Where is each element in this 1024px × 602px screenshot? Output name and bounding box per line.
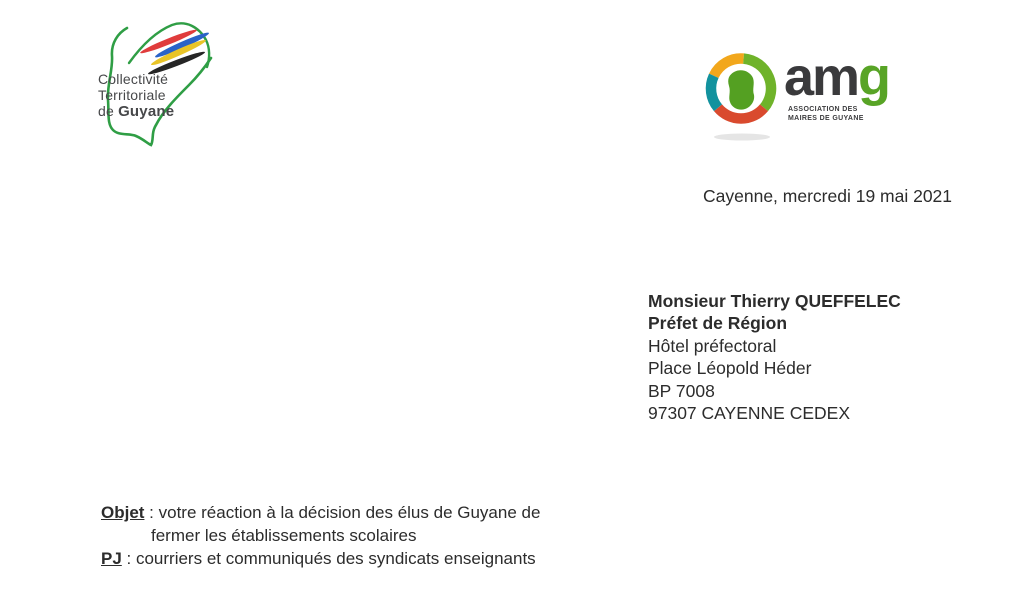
dateline: Cayenne, mercredi 19 mai 2021 (703, 186, 953, 206)
amg-ring-shadow (714, 134, 770, 141)
recipient-po-box: BP 7008 (648, 380, 715, 401)
amg-ring-teal (711, 76, 718, 108)
recipient-address-line2: Place Léopold Héder (648, 358, 812, 379)
ctg-logo-line3: de Guyane (98, 103, 175, 120)
subject-text: : votre réaction à la décision des élus de Guyane de (144, 503, 541, 522)
amg-wordmark-g: g (858, 47, 890, 107)
ctg-logo-line1: Collectivité (98, 71, 169, 87)
amg-tagline-line2: MAIRES DE GUYANE (788, 114, 864, 122)
amg-tagline-line1: ASSOCIATION DES (788, 106, 858, 113)
amg-guyane-map (728, 70, 754, 109)
ctg-guyane-logo (88, 12, 246, 154)
subject-block (101, 501, 540, 570)
recipient-city: 97307 CAYENNE CEDEX (648, 403, 850, 424)
subject-line1 (101, 501, 540, 524)
recipient-title: Préfet de Région (648, 313, 788, 334)
subject-label: Objet (101, 503, 145, 522)
amg-tagline (788, 106, 864, 123)
ctg-logo-line2: Territoriale (98, 87, 166, 103)
attachments-text: : courriers et communiqués des syndicats enseignants (121, 549, 536, 568)
amg-logo (704, 47, 919, 145)
attachments-line (101, 547, 540, 570)
recipient-address-block (648, 290, 901, 424)
attachments-label: PJ (101, 549, 122, 568)
amg-wordmark (784, 47, 890, 107)
recipient-address-line1: Hôtel préfectoral (648, 335, 777, 356)
amg-wordmark-am: am (784, 47, 859, 107)
ctg-logo-text (98, 71, 174, 120)
recipient-name: Monsieur Thierry QUEFFELEC (648, 291, 901, 311)
subject-line2: fermer les établissements scolaires (151, 526, 417, 545)
